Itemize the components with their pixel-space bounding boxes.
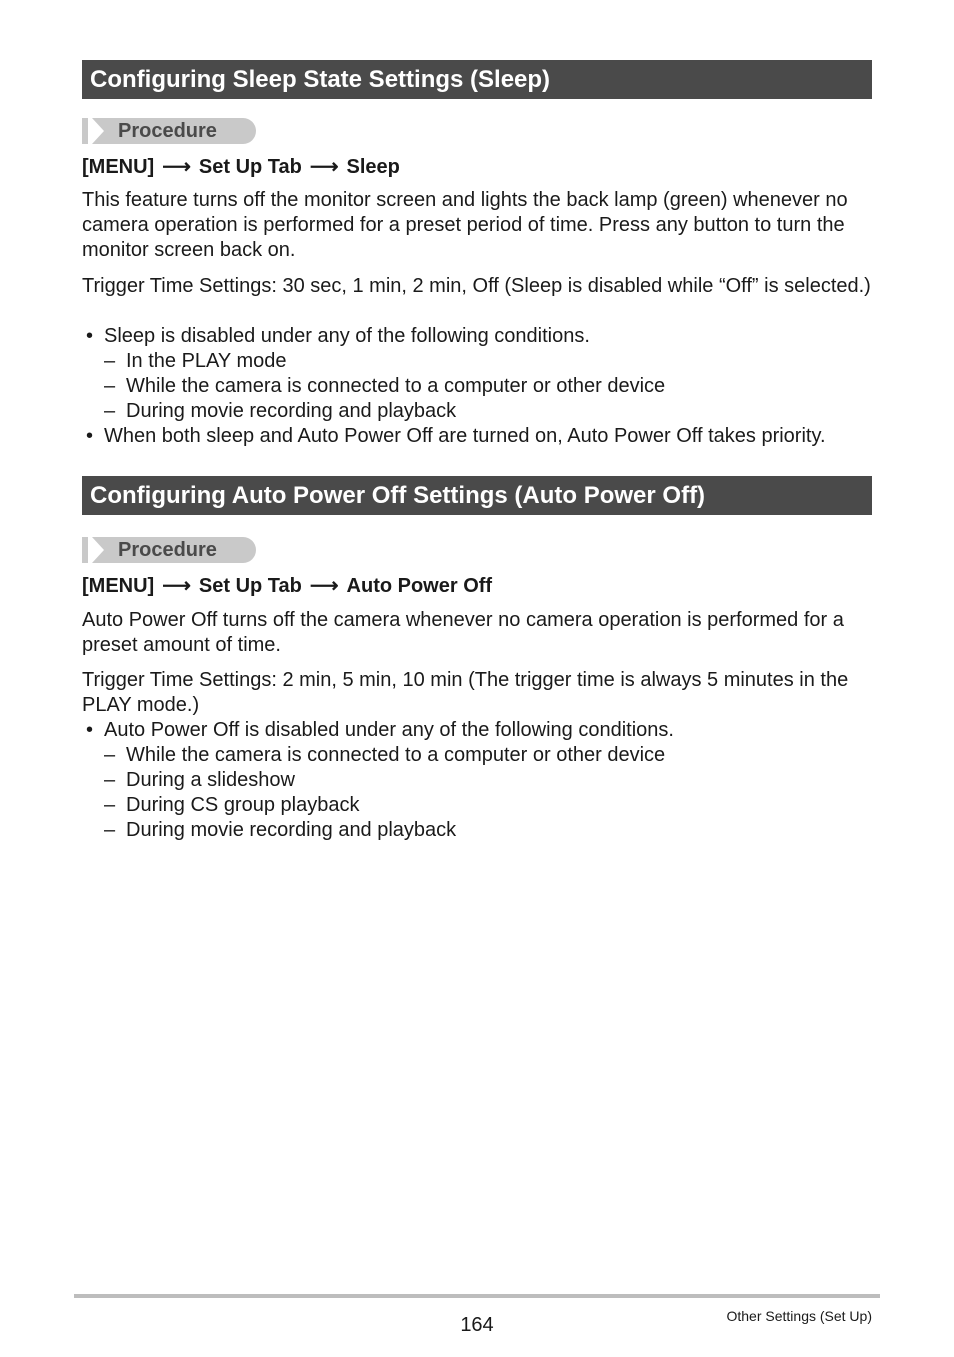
arrow-right-icon: ⟶ — [309, 156, 339, 178]
badge-notch — [92, 537, 104, 563]
list-subitem — [104, 743, 665, 768]
footer-divider — [74, 1294, 880, 1298]
badge-notch — [92, 118, 104, 144]
menu-path-item: Auto Power Off — [346, 575, 493, 597]
dash-icon: – — [104, 375, 116, 397]
list-subitem-text: In the PLAY mode — [126, 350, 287, 372]
list-subitem — [104, 793, 359, 818]
menu-path-tab: Set Up Tab — [198, 575, 302, 597]
list-item-text: Sleep is disabled under any of the following conditions. — [104, 325, 590, 347]
menu-path-menu: [MENU] — [82, 156, 155, 178]
procedure-label: Procedure — [118, 120, 217, 142]
list-subitem-text: During movie recording and playback — [126, 400, 457, 422]
sleep-trigger-settings: Trigger Time Settings: 30 sec, 1 min, 2 min, Off (Sleep is disabled while “Off” is selected.) — [82, 275, 871, 297]
badge-stripe — [82, 118, 88, 144]
footer-section-name: Other Settings (Set Up) — [726, 1308, 872, 1324]
list-item — [86, 424, 826, 449]
bullet-icon: • — [86, 425, 94, 447]
list-item-text: When both sleep and Auto Power Off are turned on, Auto Power Off takes priority. — [104, 425, 826, 447]
menu-path-tab: Set Up Tab — [198, 156, 302, 178]
menu-path-item: Sleep — [346, 156, 400, 178]
list-subitem — [104, 349, 286, 374]
list-subitem — [104, 399, 456, 424]
dash-icon: – — [104, 350, 116, 372]
dash-icon: – — [104, 819, 116, 841]
list-item — [86, 718, 674, 743]
badge-stripe — [82, 537, 88, 563]
list-subitem — [104, 768, 295, 793]
list-subitem — [104, 374, 665, 399]
dash-icon: – — [104, 744, 116, 766]
arrow-right-icon: ⟶ — [162, 156, 191, 178]
sleep-description: This feature turns off the monitor screen and lights the back lamp (green) whenever no camera operation is performed for a preset period of time. Press any button to turn the monitor screen back on. — [82, 189, 848, 261]
list-item-text: Auto Power Off is disabled under any of the following conditions. — [104, 719, 674, 741]
list-subitem-text: While the camera is connected to a computer or other device — [126, 744, 666, 766]
bullet-icon: • — [86, 719, 94, 741]
auto-power-off-trigger-settings: Trigger Time Settings: 2 min, 5 min, 10 min (The trigger time is always 5 minutes in the PLAY mode.) — [82, 669, 849, 716]
list-subitem — [104, 818, 456, 843]
list-subitem-text: During a slideshow — [126, 769, 295, 791]
dash-icon: – — [104, 400, 116, 422]
arrow-right-icon: ⟶ — [162, 575, 191, 597]
dash-icon: – — [104, 794, 116, 816]
bullet-icon: • — [86, 325, 94, 347]
list-subitem-text: During CS group playback — [126, 794, 360, 816]
list-subitem-text: While the camera is connected to a computer or other device — [126, 375, 666, 397]
procedure-badge — [82, 537, 256, 563]
procedure-badge — [82, 118, 256, 144]
menu-path-menu: [MENU] — [82, 575, 155, 597]
menu-path-sleep — [82, 155, 400, 179]
section-title-auto-power-off: Configuring Auto Power Off Settings (Auto Power Off) — [82, 476, 872, 515]
page-number: 164 — [460, 1314, 494, 1336]
auto-power-off-description: Auto Power Off turns off the camera whenever no camera operation is performed for a preset amount of time. — [82, 609, 844, 656]
section-title-sleep: Configuring Sleep State Settings (Sleep) — [82, 60, 872, 99]
dash-icon: – — [104, 769, 116, 791]
menu-path-auto-power-off — [82, 574, 492, 598]
arrow-right-icon: ⟶ — [309, 575, 339, 597]
list-item — [86, 324, 590, 349]
procedure-label: Procedure — [118, 539, 217, 561]
list-subitem-text: During movie recording and playback — [126, 819, 457, 841]
